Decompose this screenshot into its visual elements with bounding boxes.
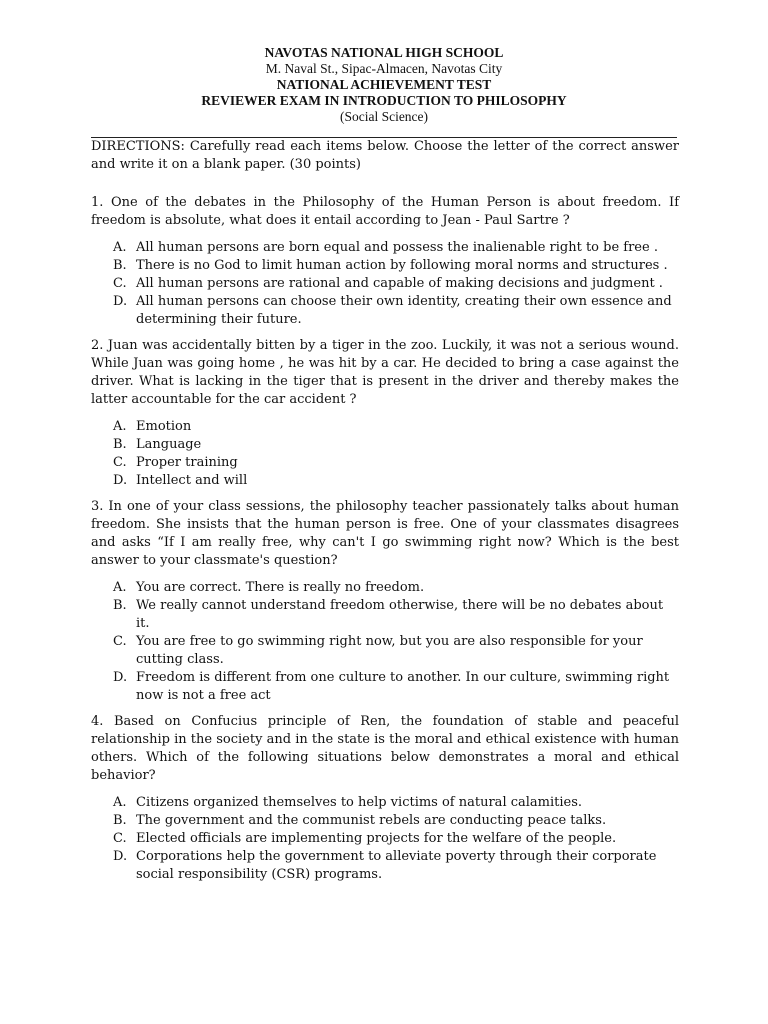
choice-list	[91, 239, 679, 329]
choice-b	[91, 436, 679, 454]
question-stem: 3. In one of your class sessions, the philosophy teacher passionately talks about human freedom. She insists that the human person is free. One of your classmates disagrees and asks “If I am really free, why can't I go swimming right now? Which is the best answer to your classmate's question?	[91, 499, 679, 568]
choice-text: There is no God to limit human action by following moral norms and structures .	[136, 258, 668, 273]
exam-header	[0, 45, 768, 125]
choice-text: Proper training	[136, 455, 238, 470]
choice-c	[91, 454, 679, 472]
question-stem: 1. One of the debates in the Philosophy of the Human Person is about freedom. If freedom is absolute, what does it entail according to Jean - Paul Sartre ?	[91, 195, 679, 228]
test-name: NATIONAL ACHIEVEMENT TEST	[276, 77, 492, 92]
choice-text: Emotion	[136, 419, 192, 434]
question-3	[91, 498, 679, 705]
choice-letter: C.	[113, 831, 127, 846]
choice-letter: A.	[113, 240, 127, 255]
choice-text: Corporations help the government to alleviate poverty through their corporate social responsibility (CSR) programs.	[136, 849, 657, 882]
choice-text: You are free to go swimming right now, but you are also responsible for your cutting class.	[136, 634, 643, 667]
choice-text: Citizens organized themselves to help victims of natural calamities.	[136, 795, 583, 810]
choice-d	[91, 848, 679, 884]
choice-letter: D.	[113, 849, 128, 864]
choice-letter: D.	[113, 294, 128, 309]
choice-letter: B.	[113, 437, 127, 452]
choice-a	[91, 579, 679, 597]
exam-body	[91, 138, 679, 884]
choice-list	[91, 579, 679, 705]
exam-title: REVIEWER EXAM IN INTRODUCTION TO PHILOSOPHY	[201, 93, 567, 108]
choice-letter: C.	[113, 276, 127, 291]
choice-text: Elected officials are implementing projects for the welfare of the people.	[136, 831, 617, 846]
choice-a	[91, 239, 679, 257]
question-1	[91, 194, 679, 329]
choice-c	[91, 633, 679, 669]
choice-text: All human persons are born equal and possess the inalienable right to be free .	[136, 240, 658, 255]
school-address: M. Naval St., Sipac-Almacen, Navotas City	[265, 61, 503, 76]
choice-letter: A.	[113, 580, 127, 595]
choice-letter: A.	[113, 795, 127, 810]
school-name: NAVOTAS NATIONAL HIGH SCHOOL	[264, 45, 504, 60]
choice-letter: B.	[113, 598, 127, 613]
question-stem: 4. Based on Confucius principle of Ren, the foundation of stable and peaceful relationship in the society and in the state is the moral and ethical existence with human others. Which of the following situations below demonstrates a moral and ethical behavior?	[91, 714, 679, 783]
choice-b	[91, 812, 679, 830]
question-stem: 2. Juan was accidentally bitten by a tiger in the zoo. Luckily, it was not a serious wound. While Juan was going home , he was hit by a car. He decided to bring a case against the driver. What is lacking in the tiger that is present in the driver and thereby makes the latter accountable for the car accident ?	[91, 338, 679, 407]
choice-text: Intellect and will	[136, 473, 248, 488]
choice-text: You are correct. There is really no freedom.	[136, 580, 425, 595]
choice-letter: D.	[113, 670, 128, 685]
directions-text: DIRECTIONS: Carefully read each items below. Choose the letter of the correct answer and write it on a blank paper. (30 points)	[91, 139, 679, 172]
choice-letter: C.	[113, 455, 127, 470]
choice-text: All human persons can choose their own identity, creating their own essence and determining their future.	[136, 294, 672, 327]
choice-b	[91, 257, 679, 275]
choice-c	[91, 830, 679, 848]
choice-d	[91, 669, 679, 705]
choice-a	[91, 794, 679, 812]
choice-c	[91, 275, 679, 293]
question-4	[91, 713, 679, 884]
choice-text: The government and the communist rebels are conducting peace talks.	[136, 813, 607, 828]
question-2	[91, 337, 679, 490]
choice-letter: C.	[113, 634, 127, 649]
choice-text: We really cannot understand freedom otherwise, there will be no debates about it.	[136, 598, 664, 631]
choice-text: Freedom is different from one culture to another. In our culture, swimming right now is not a free act	[136, 670, 670, 703]
choice-letter: B.	[113, 813, 127, 828]
choice-list	[91, 794, 679, 884]
subject-label: (Social Science)	[339, 109, 429, 124]
choice-text: Language	[136, 437, 202, 452]
choice-letter: A.	[113, 419, 127, 434]
choice-list	[91, 418, 679, 490]
choice-a	[91, 418, 679, 436]
choice-text: All human persons are rational and capable of making decisions and judgment .	[136, 276, 663, 291]
choice-letter: D.	[113, 473, 128, 488]
choice-d	[91, 472, 679, 490]
choice-d	[91, 293, 679, 329]
choice-letter: B.	[113, 258, 127, 273]
choice-b	[91, 597, 679, 633]
